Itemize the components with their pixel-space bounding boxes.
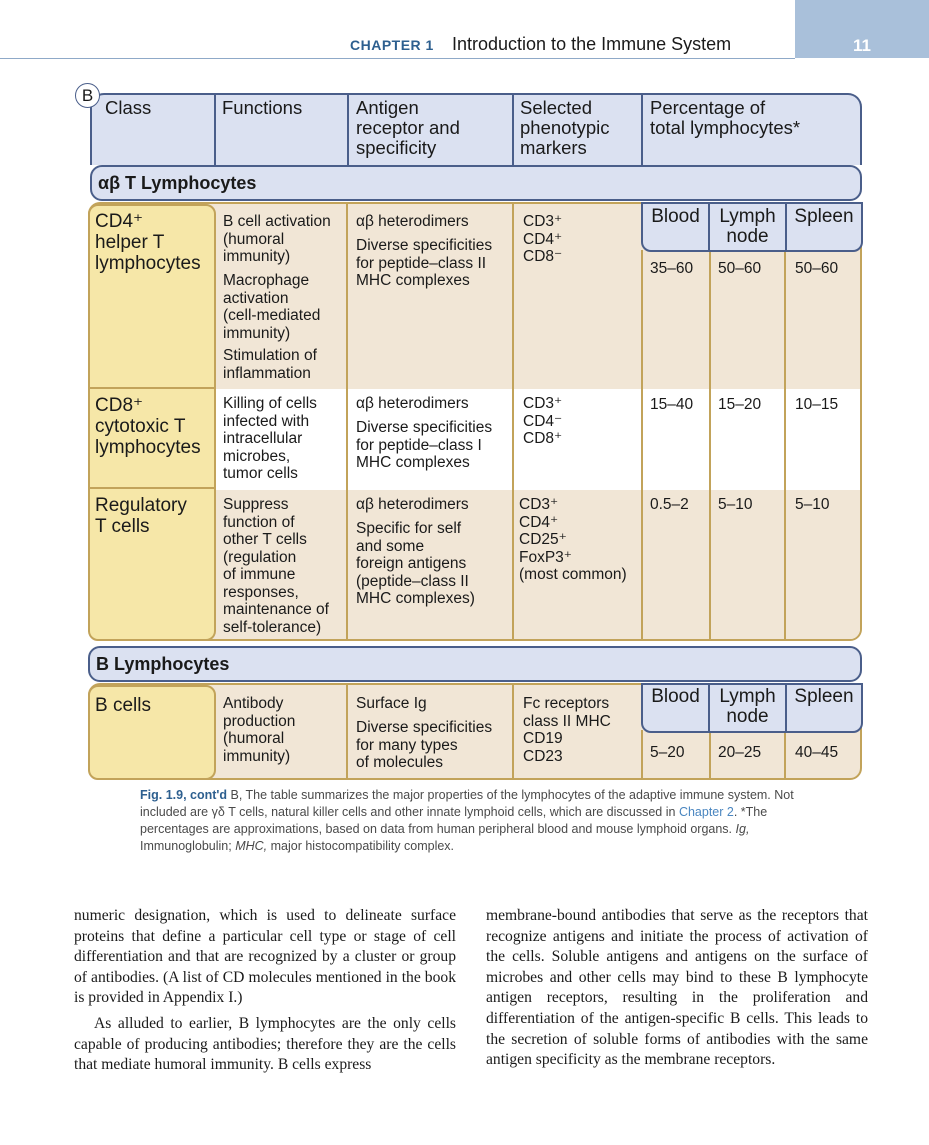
figure-caption	[140, 787, 820, 855]
subheader-spleen: Spleen	[794, 686, 854, 707]
pct-blood: 15–40	[650, 396, 694, 413]
receptor-text: Diverse specificities for peptide–class II MHC complexes	[356, 237, 493, 289]
pct-blood: 35–60	[650, 260, 694, 277]
pct-spleen: 40–45	[795, 744, 839, 761]
column-divider	[512, 684, 514, 779]
caption-abbr: Ig,	[735, 822, 750, 836]
function-text: Macrophage activation (cell-mediated immunity)	[223, 272, 321, 342]
pct-blood: 0.5–2	[650, 496, 689, 513]
column-divider	[641, 250, 643, 640]
subheader-lymph-node: Lymph node	[719, 206, 776, 247]
section-title-b-lymphocytes: B Lymphocytes	[88, 646, 862, 682]
receptor-text: αβ heterodimers	[356, 395, 469, 412]
caption-abbr: MHC,	[235, 839, 268, 853]
section-title-t-lymphocytes: αβ T Lymphocytes	[90, 165, 862, 201]
column-divider	[784, 730, 786, 779]
pct-lymph-node: 15–20	[718, 396, 762, 413]
function-text: Antibody production (humoral immunity)	[223, 695, 296, 765]
receptor-text: Surface Ig	[356, 695, 427, 712]
paragraph: numeric designation, which is used to delineate surface proteins that define a particular cell type or stage of cell differentiation and that are recognized by a cluster or group of antibodies. (A list of CD molecules mentioned in the book is provided in Appendix I.)	[74, 907, 456, 1007]
paragraph: As alluded to earlier, B lymphocytes are the only cells capable of producing antibodies; therefore they are the cells that mediate humoral immunity. B cells express	[74, 1014, 456, 1074]
chapter-title: Introduction to the Immune System	[452, 34, 732, 54]
pct-spleen: 50–60	[795, 260, 839, 277]
receptor-text: αβ heterodimers	[356, 213, 469, 230]
receptor-text: Specific for self and some foreign antigens (peptide–class II MHC complexes)	[356, 520, 475, 607]
pct-spleen: 10–15	[795, 396, 839, 413]
subheader-spleen: Spleen	[794, 206, 854, 227]
caption-chapter-link[interactable]: Chapter 2	[678, 805, 734, 819]
column-divider	[346, 203, 348, 640]
header-divider	[347, 93, 349, 165]
column-divider	[709, 250, 711, 640]
row-divider	[90, 487, 214, 489]
pct-blood: 5–20	[650, 744, 685, 761]
caption-text: B, The table summarizes the major properties of the lymphocytes of the adaptive immune system. Not included are γδ T cells, natural killer cells and other innate lymphoid cells, which are discussed in	[140, 788, 794, 819]
header-rule	[0, 58, 795, 59]
col-header-receptor: Antigen receptor and specificity	[356, 97, 460, 158]
pct-spleen: 5–10	[795, 496, 830, 513]
caption-text: major histocompatibility complex.	[267, 839, 455, 853]
body-column-right	[486, 906, 868, 1071]
function-text: Suppress function of other T cells (regulation of immune responses, maintenance of self-tolerance)	[223, 496, 329, 636]
chapter-label: CHAPTER 1	[350, 37, 434, 53]
function-text: B cell activation (humoral immunity)	[223, 213, 331, 265]
class-regulatory-t: Regulatory T cells	[95, 495, 187, 537]
class-cd8-cytotoxic: CD8⁺ cytotoxic T lymphocytes	[95, 395, 201, 458]
class-b-cells: B cells	[95, 695, 151, 716]
function-text: Stimulation of inflammation	[223, 347, 317, 382]
class-cd4-helper: CD4⁺ helper T lymphocytes	[95, 211, 201, 274]
header-divider	[512, 93, 514, 165]
subheader-blood: Blood	[651, 206, 700, 227]
col-header-percentage: Percentage of total lymphocytes*	[650, 97, 801, 138]
column-divider	[784, 250, 786, 640]
pct-lymph-node: 50–60	[718, 260, 762, 277]
col-header-functions: Functions	[222, 97, 303, 118]
column-divider	[641, 730, 643, 779]
marker-text: Fc receptors class II MHC CD19 CD23	[523, 695, 611, 765]
row-divider	[90, 387, 214, 389]
column-divider	[346, 684, 348, 779]
col-header-class: Class	[105, 97, 152, 118]
paragraph: membrane-bound antibodies that serve as the receptors that recognize antigens and initiate the process of activation of the cells. Soluble antigens and antigens on the surface of microbes and other cells may bind to these B lymphocyte antigen receptors, resulting in the proliferation and differentiation of the antigen-specific B cells. This leads to the secretion of soluble forms of antibodies with the same antigen specificity as the membrane receptors.	[486, 907, 868, 1069]
body-column-left	[74, 906, 456, 1076]
subheader-blood: Blood	[651, 686, 700, 707]
header-divider	[214, 93, 216, 165]
marker-text: CD3⁺ CD4⁺ CD8⁻	[523, 213, 563, 265]
function-text: Killing of cells infected with intracellular microbes, tumor cells	[223, 395, 317, 482]
col-header-markers: Selected phenotypic markers	[520, 97, 610, 158]
page-number: 11	[853, 36, 871, 55]
receptor-text: Diverse specificities for peptide–class I MHC complexes	[356, 419, 493, 471]
panel-label: B	[75, 83, 100, 108]
pct-lymph-node: 20–25	[718, 744, 762, 761]
caption-label: Fig. 1.9, cont'd	[140, 788, 228, 802]
marker-text: CD3⁺ CD4⁺ CD25⁺ FoxP3⁺ (most common)	[519, 496, 627, 583]
header-divider	[641, 93, 643, 165]
column-divider	[512, 203, 514, 640]
pct-lymph-node: 5–10	[718, 496, 753, 513]
receptor-text: Diverse specificities for many types of molecules	[356, 719, 493, 771]
caption-text: Immunoglobulin;	[140, 839, 236, 853]
subheader-lymph-node: Lymph node	[719, 686, 776, 727]
receptor-text: αβ heterodimers	[356, 496, 469, 513]
marker-text: CD3⁺ CD4⁻ CD8⁺	[523, 395, 563, 447]
caption-text: . *The percentages are approximations, based on data from human peripheral blood and mouse lymphoid organs.	[140, 805, 768, 836]
column-divider	[709, 730, 711, 779]
